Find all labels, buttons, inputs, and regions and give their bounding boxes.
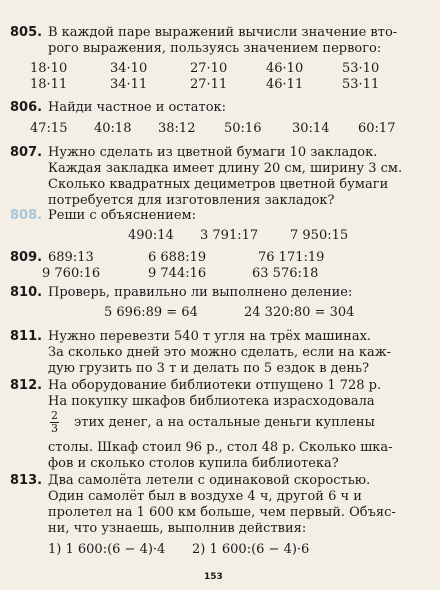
expression: 9 760:16 [42,266,101,281]
problem-812-text-line-5: фов и сколько столов купила библиотека? [48,456,339,471]
problem-805-text-line-1: В каждой паре выражений вычисли значение вто- [48,25,398,40]
problem-813-number: 813. [10,473,43,488]
expression: 34·10 [110,61,148,76]
problem-810-text: Проверь, правильно ли выполнено деление: [48,285,353,300]
expression: 27·11 [190,77,228,92]
problem-811-text-line-2: За сколько дней это можно сделать, если на каж- [48,345,392,360]
problem-812-text-line-3: этих денег, а на остальные деньги куплены [74,415,375,430]
expression: 46·11 [266,77,304,92]
expression: 5 696:89 = 64 [104,305,198,320]
expression: 18·10 [30,61,68,76]
problem-812-text-line-4: столы. Шкаф стоил 96 р., стол 48 р. Сколько шка- [48,440,393,455]
problem-809-number: 809. [10,250,43,265]
problem-813-text-line-1: Два самолёта летели с одинаковой скоростью. [48,473,371,488]
problem-812-text-line-2: На покупку шкафов библиотека израсходовала [48,394,375,409]
expression: 40:18 [94,121,132,136]
expression: 47:15 [30,121,68,136]
expression: 1) 1 600:(6 − 4)·4 [48,542,166,557]
problem-806-number: 806. [10,100,43,115]
expression: 6 688:19 [148,250,207,265]
expression: 2) 1 600:(6 − 4)·6 [192,542,310,557]
problem-808-number: 808. [10,208,43,223]
problem-805-number: 805. [10,25,43,40]
problem-805-text-line-2: рого выражения, пользуясь значением первого: [48,41,382,56]
problem-807-text-line-3: Сколько квадратных дециметров цветной бумаги [48,177,389,192]
problem-810-number: 810. [10,285,43,300]
expression: 50:16 [224,121,262,136]
expression: 46·10 [266,61,304,76]
expression: 689:13 [48,250,94,265]
problem-813-text-line-3: пролетел на 1 600 км больше, чем первый. Объяс- [48,505,396,520]
problem-812-number: 812. [10,378,43,393]
expression: 7 950:15 [290,228,349,243]
expression: 34·11 [110,77,148,92]
fraction-denominator: 3 [51,422,58,435]
expression: 38:12 [158,121,196,136]
expression: 9 744:16 [148,266,207,281]
problem-807-text-line-2: Каждая закладка имеет длину 20 см, ширину 3 см. [48,161,403,176]
expression: 490:14 [128,228,174,243]
expression: 30:14 [292,121,330,136]
fraction [50,410,59,435]
expression: 53·11 [342,77,380,92]
problem-807-text-line-1: Нужно сделать из цветной бумаги 10 закладок. [48,145,378,160]
expression: 63 576:18 [252,266,319,281]
expression: 76 171:19 [258,250,325,265]
expression: 60:17 [358,121,396,136]
problem-807-text-line-4: потребуется для изготовления закладок? [48,193,335,208]
problem-811-number: 811. [10,329,43,344]
expression: 3 791:17 [200,228,259,243]
problem-811-text-line-3: дую грузить по 3 т и делать по 5 ездок в день? [48,361,370,376]
expression: 27·10 [190,61,228,76]
expression: 24 320:80 = 304 [244,305,355,320]
problem-807-number: 807. [10,145,43,160]
fraction-numerator: 2 [51,409,58,422]
problem-808-text: Реши с объяснением: [48,208,197,223]
expression: 53·10 [342,61,380,76]
problem-813-text-line-4: ни, что узнаешь, выполнив действия: [48,521,307,536]
page-number: 153 [204,572,223,582]
problem-812-text-line-1: На оборудование библиотеки отпущено 1 728 р. [48,378,382,393]
problem-806-text: Найди частное и остаток: [48,100,227,115]
expression: 18·11 [30,77,68,92]
problem-811-text-line-1: Нужно перевезти 540 т угля на трёх машинах. [48,329,372,344]
problem-813-text-line-2: Один самолёт был в воздухе 4 ч, другой 6 ч и [48,489,362,504]
